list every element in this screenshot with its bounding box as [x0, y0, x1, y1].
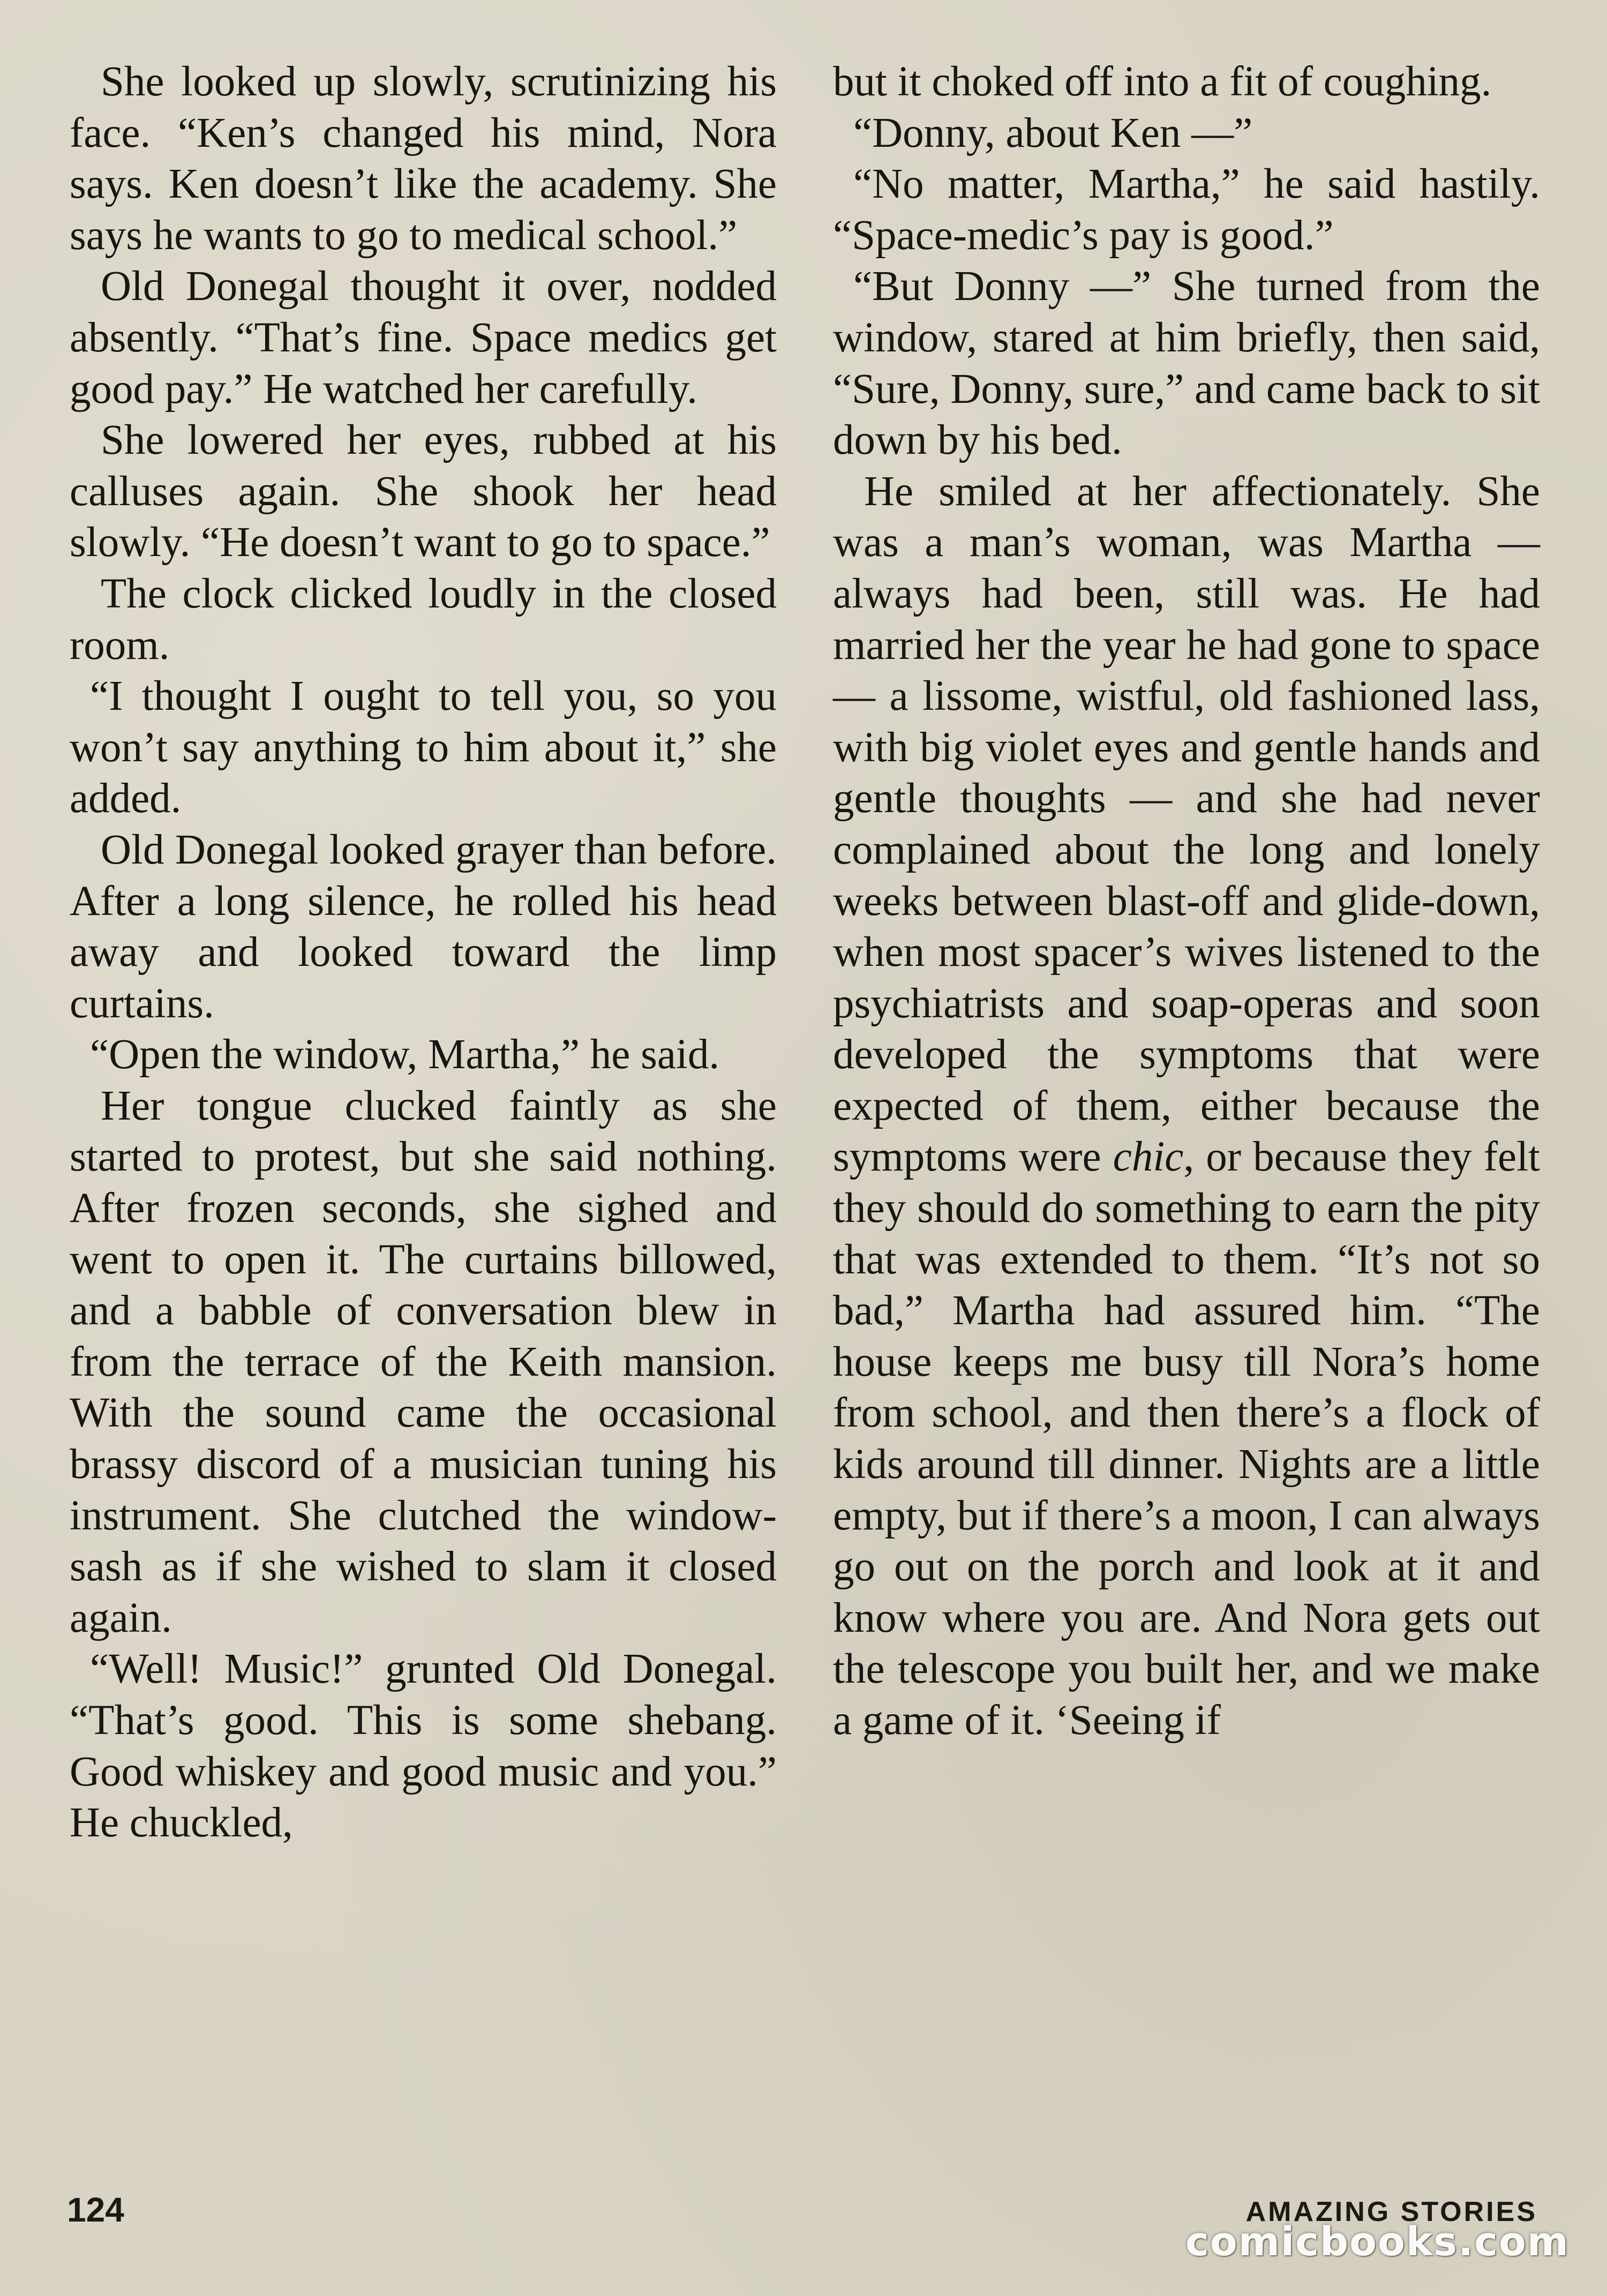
paragraph-text: He smiled at her affectionately. She was a man’s woman, was Martha — always had been, still was. He had married her the year he had gone to space — a lissome, wistful, old fashioned lass, with big violet eyes and gentle hands and gentle thoughts — and she had never complained about the long and lonely weeks between blast-off and glide-down, when most spacer’s wives listened to the psychiatrists and soap-operas and soon developed the symptoms that were expected of them, either because the symptoms were [833, 468, 1540, 1181]
magazine-name: AMAZING STORIES [1245, 2196, 1537, 2227]
paragraph: “Open the window, Martha,” he said. [90, 1031, 720, 1078]
paragraph: The clock clicked loudly in the closed room. [70, 570, 777, 669]
watermark-logo: comicbooks.com [1185, 2219, 1570, 2265]
paragraph [833, 466, 1540, 1746]
paragraph: “I thought I ought to tell you, so you won’t say anything to him about it,” she added. [70, 673, 777, 822]
paragraph: She lowered her eyes, rubbed at his calluses again. She shook her head slowly. “He doesn’t want to go to space.” [70, 417, 777, 566]
paragraph: “Donny, about Ken —” [853, 109, 1253, 156]
italic-word: chic [1113, 1134, 1184, 1181]
right-text-column [833, 56, 1540, 1746]
paragraph: Old Donegal looked grayer than before. After a long silence, he rolled his head away and looked toward the limp curtains. [70, 826, 777, 1027]
paragraph: “But Donny —” She turned from the window, stared at him briefly, then said, “Sure, Donny, sure,” and came back to sit down by his bed. [833, 263, 1540, 464]
paragraph: She looked up slowly, scrutinizing his face. “Ken’s changed his mind, Nora says. Ken doesn’t like the academy. She says he wants to go to medical school.” [70, 58, 777, 259]
paragraph: Old Donegal thought it over, nodded absently. “That’s fine. Space medics get good pay.” He watched her carefully. [70, 263, 777, 412]
paragraph: “No matter, Martha,” he said hastily. “Space-medic’s pay is good.” [833, 161, 1540, 259]
page-number: 124 [67, 2190, 124, 2229]
paragraph: “Well! Music!” grunted Old Donegal. “That’s good. This is some shebang. Good whiskey and good music and you.” He chuckled, [70, 1646, 777, 1847]
left-text-column [70, 56, 777, 1849]
paragraph: Her tongue clucked faintly as she started to protest, but she said nothing. After frozen seconds, she sighed and went to open it. The curtains billowed, and a babble of conversation blew in from the terrace of the Keith mansion. With the sound came the occasional brassy discord of a musician tuning his instrument. She clutched the window-sash as if she wished to slam it closed again. [70, 1082, 777, 1641]
paragraph: but it choked off into a fit of coughing. [833, 58, 1492, 105]
paragraph-text: , or because they felt they should do something to earn the pity that was extended to them. “It’s not so bad,” Martha had assured him. “The house keeps me busy till Nora’s home from school, and then there’s a flock of kids around till dinner. Nights are a little empty, but if there’s a moon, I can always go out on the porch and look at it and know where you are. And Nora gets out the telescope you built her, and we make a game of it. ‘Seeing if [833, 1134, 1541, 1744]
